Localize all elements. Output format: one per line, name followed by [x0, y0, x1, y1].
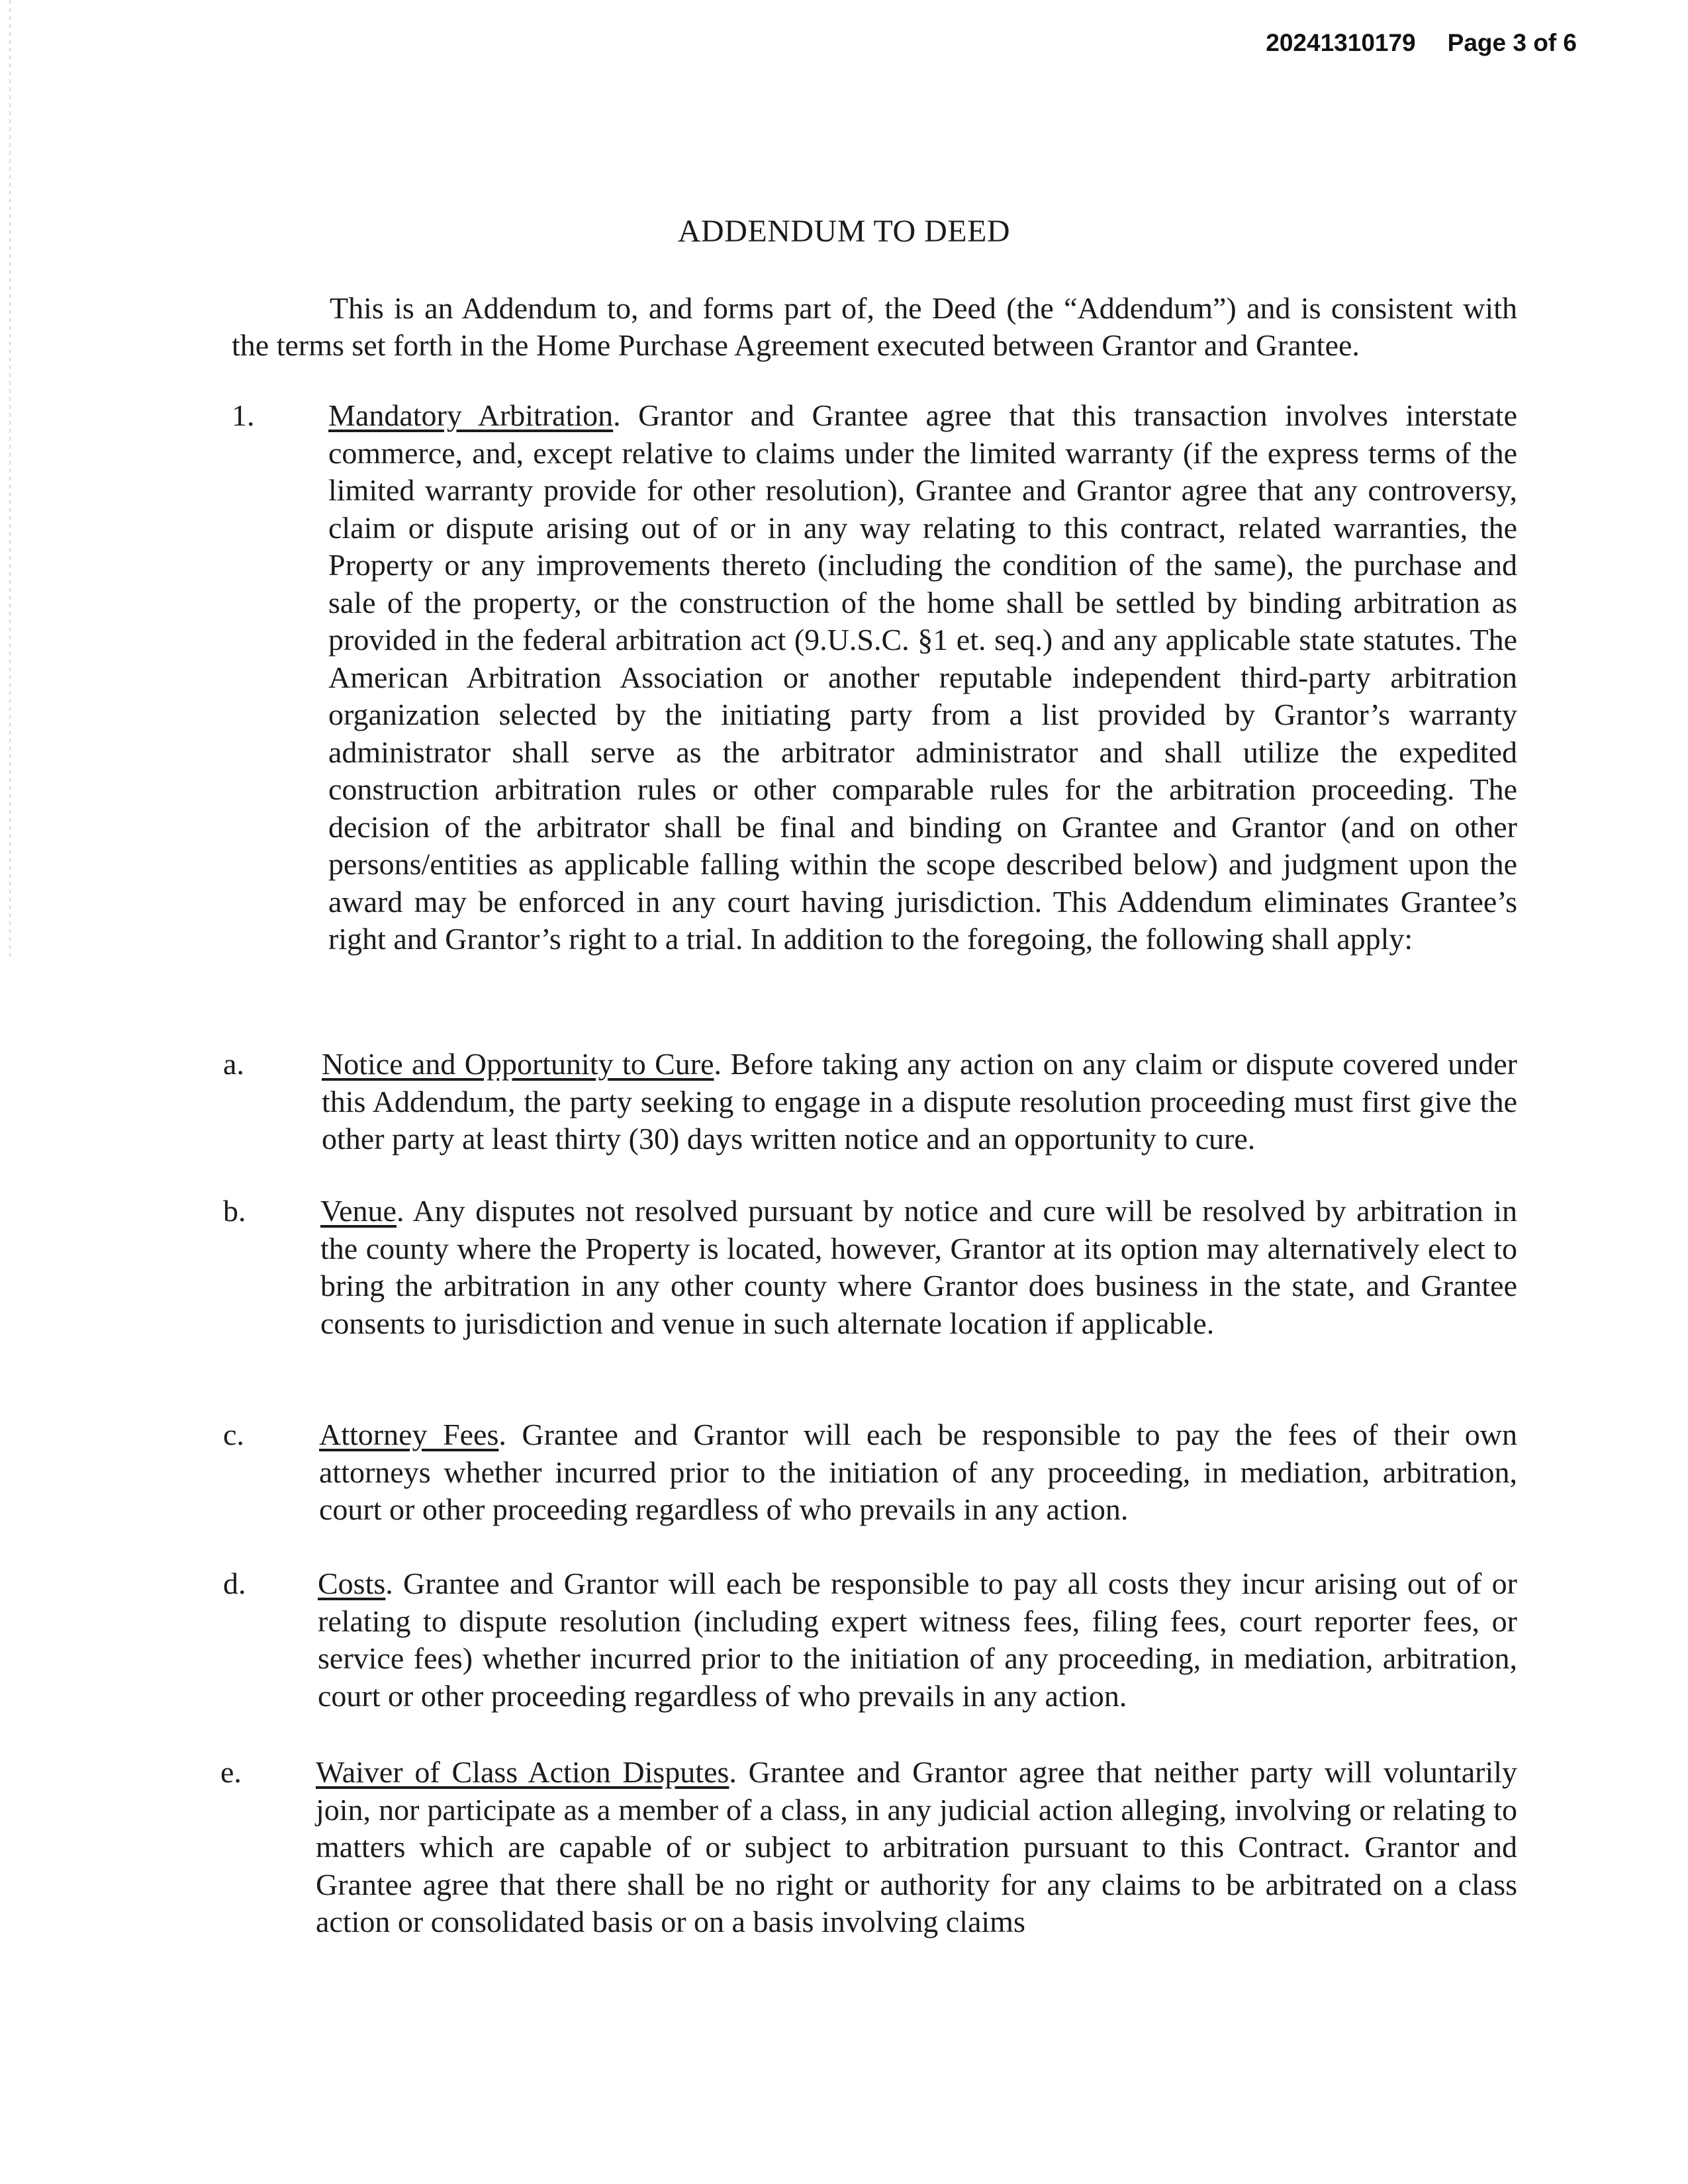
subsection-e-marker: e. — [220, 1755, 242, 1789]
subsection-e-body: . Grantee and Grantor agree that neither party will voluntarily join, nor participate as a member of a class, in any judicial action alleging, involving or relating to matters which are capable of or subject to arbitration pursuant to this Contract. Grantor and Grantee agree that there shall be no right or authority for any claims to be arbitrated on a class action or consolidated basis or on a basis involving claims — [316, 1755, 1518, 1938]
section-1-paragraph — [328, 397, 1517, 958]
subsection-a-heading: Notice and Opportunity to Cure — [322, 1047, 714, 1081]
section-1-heading: Mandatory Arbitration — [328, 398, 614, 432]
section-1-body: . Grantor and Grantee agree that this transaction involves interstate commerce, and, except relative to claims under the limited warranty (if the express terms of the limited warranty provide for other resolution), Grantee and Grantor agree that any controversy, claim or dispute arising out of or in any way relating to this contract, related warranties, the Property or any improvements thereto (including the condition of the same), the purchase and sale of the property, or the construction of the home shall be settled by binding arbitration as provided in the federal arbitration act (9.U.S.C. §1 et. seq.) and any applicable state statutes. The American Arbitration Association or another reputable independent third-party arbitration organization selected by the initiating party from a list provided by Grantor’s warranty administrator shall serve as the arbitrator administrator and shall utilize the expedited construction arbitration rules or other comparable rules for the arbitration proceeding. The decision of the arbitrator shall be final and binding on Grantee and Grantor (and on other persons/entities as applicable falling within the scope described below) and judgment upon the award may be enforced in any court having jurisdiction. This Addendum eliminates Grantee’s right and Grantor’s right to a trial. In addition to the foregoing, the following shall apply: — [328, 398, 1517, 956]
recording-stamp — [1266, 29, 1577, 57]
subsection-d-body: . Grantee and Grantor will each be responsible to pay all costs they incur arising out of or relating to dispute resolution (including expert witness fees, filing fees, court reporter fees, or service fees) whether incurred prior to the initiation of any proceeding, in mediation, arbitration, court or other proceeding regardless of who prevails in any action. — [318, 1567, 1517, 1713]
subsection-d-heading: Costs — [318, 1567, 386, 1600]
subsection-b-heading: Venue — [320, 1194, 397, 1228]
page-title: ADDENDUM TO DEED — [677, 214, 1011, 249]
subsection-c-marker: c. — [223, 1418, 244, 1451]
subsection-c-paragraph — [319, 1416, 1517, 1529]
subsection-a-marker: a. — [223, 1047, 244, 1081]
scan-edge-mark — [9, 0, 11, 960]
intro-paragraph: This is an Addendum to, and forms part of, the Deed (the “Addendum”) and is consistent with the terms set forth in the Home Purchase Agreement executed between Grantor and Grantee. — [232, 291, 1517, 362]
subsection-a-body: . Before taking any action on any claim or dispute covered under this Addendum, the party seeking to engage in a dispute resolution proceeding must first give the other party at least thirty (30) days written notice and an opportunity to cure. — [322, 1047, 1518, 1156]
document-number: 20241310179 — [1266, 29, 1416, 56]
section-1-marker: 1. — [232, 398, 255, 432]
subsection-e-heading: Waiver of Class Action Disputes — [316, 1755, 729, 1789]
subsection-a-paragraph — [322, 1046, 1517, 1158]
subsection-e-paragraph — [316, 1754, 1517, 1941]
subsection-d-paragraph — [318, 1565, 1517, 1715]
subsection-b-marker: b. — [223, 1194, 246, 1228]
subsection-c-body: . Grantee and Grantor will each be responsible to pay the fees of their own attorneys whether incurred prior to the initiation of any proceeding, in mediation, arbitration, court or other proceeding regardless of who prevails in any action. — [319, 1418, 1517, 1526]
subsection-c-heading: Attorney Fees — [319, 1418, 499, 1451]
page-indicator: Page 3 of 6 — [1447, 29, 1577, 56]
subsection-b-paragraph — [320, 1193, 1517, 1342]
subsection-b-body: . Any disputes not resolved pursuant by notice and cure will be resolved by arbitration in the county where the Property is located, however, Grantor at its option may alternatively elect to bring the arbitration in any other county where Grantor does business in the state, and Grantee consents to jurisdiction and venue in such alternate location if applicable. — [320, 1194, 1517, 1340]
subsection-d-marker: d. — [223, 1567, 246, 1600]
